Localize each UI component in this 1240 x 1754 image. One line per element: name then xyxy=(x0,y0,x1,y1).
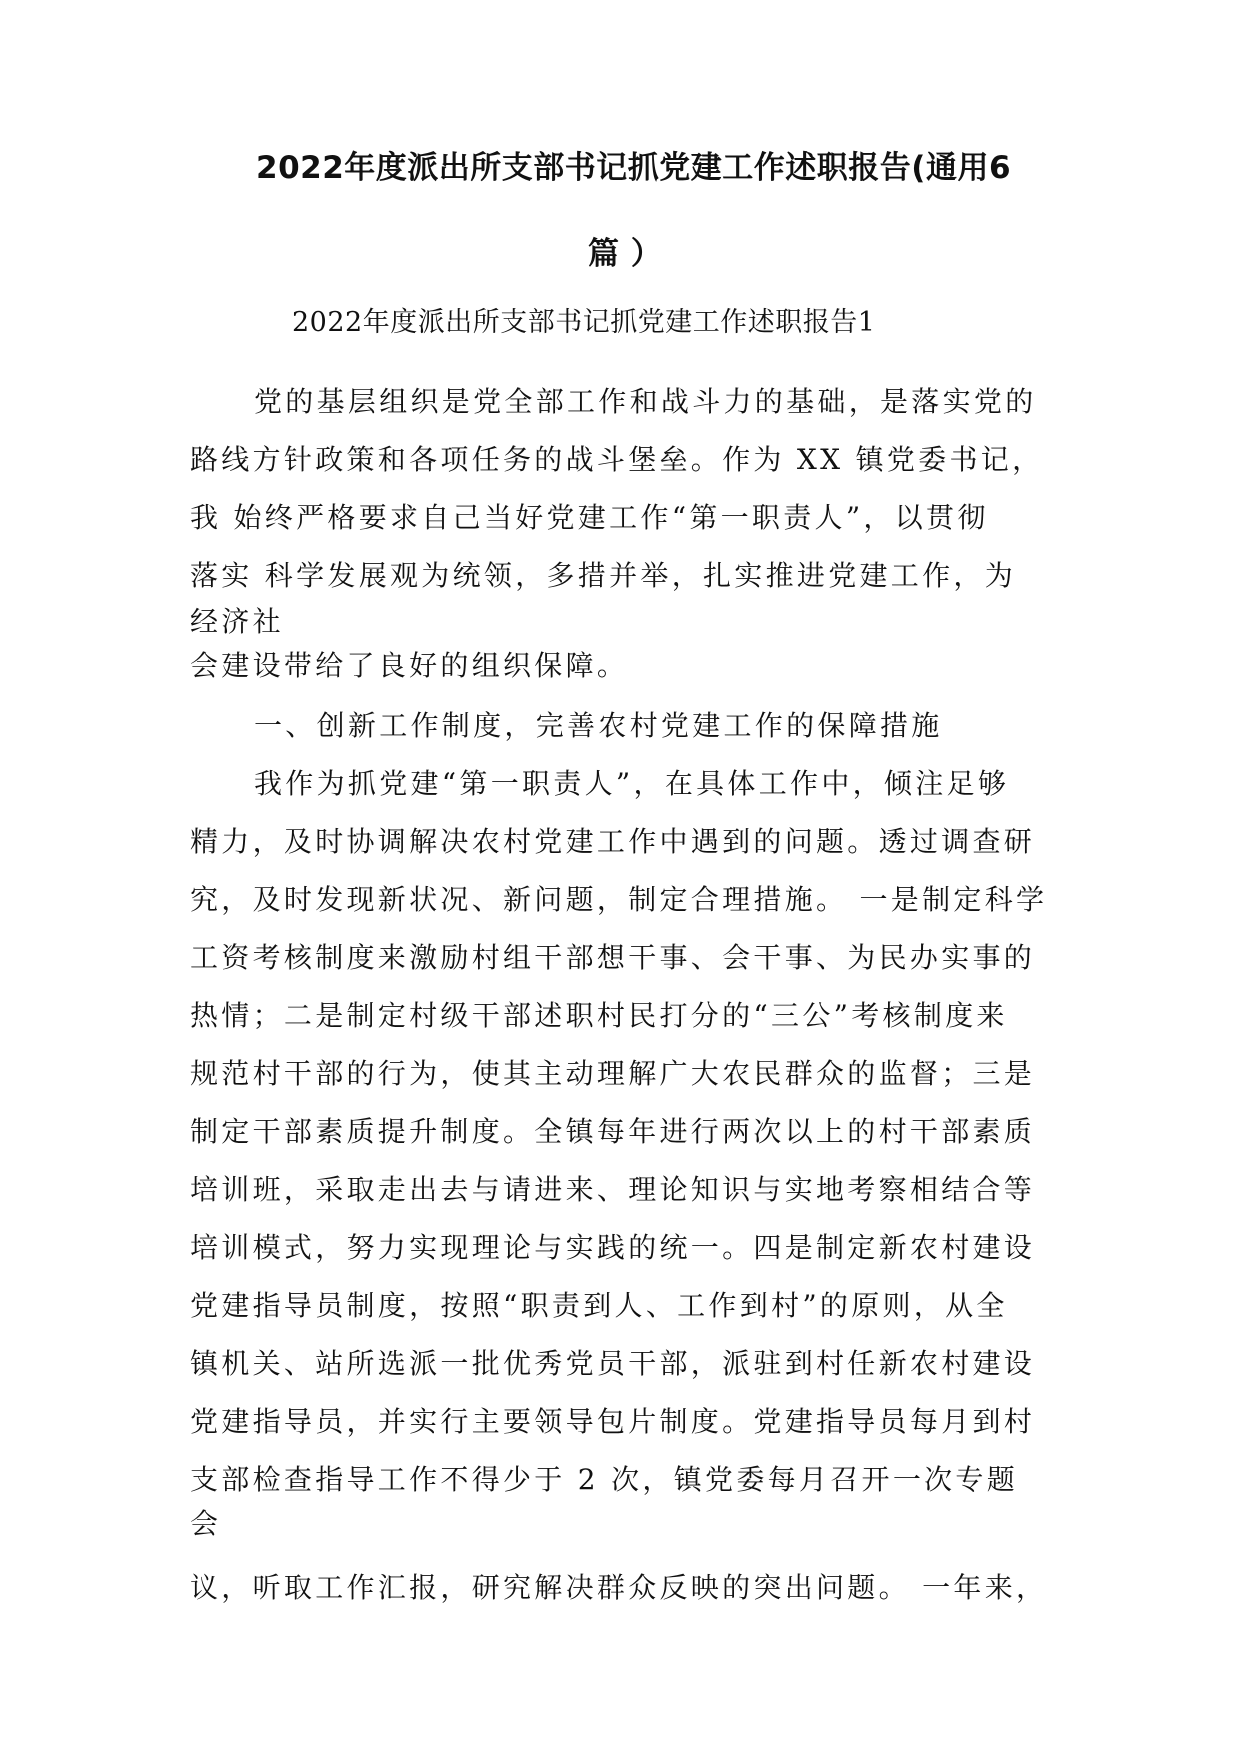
body-line: 会 xyxy=(190,1507,222,1540)
body-line: 培训班，采取走出去与请进来、理论知识与实地考察相结合等 xyxy=(190,1173,1036,1206)
document-title-line-2: 篇 ） xyxy=(588,236,663,272)
body-line: 经济社 xyxy=(190,605,284,638)
body-line: 培训模式，努力实现理论与实践的统一。四是制定新农村建设 xyxy=(190,1231,1036,1264)
body-line: 我 始终严格要求自己当好党建工作“第一职责人”，以贯彻 xyxy=(190,501,989,534)
body-line: 镇机关、站所选派一批优秀党员干部，派驻到村任新农村建设 xyxy=(190,1347,1036,1380)
body-line: 党建指导员制度，按照“职责到人、工作到村”的原则，从全 xyxy=(190,1289,1008,1322)
body-line: 支部检查指导工作不得少于 2 次，镇党委每月召开一次专题 xyxy=(190,1463,1019,1496)
body-line: 落实 科学发展观为统领，多措并举，扎实推进党建工作，为 xyxy=(190,559,1017,592)
body-line: 制定干部素质提升制度。全镇每年进行两次以上的村干部素质 xyxy=(190,1115,1036,1148)
section-heading: 一、创新工作制度，完善农村党建工作的保障措施 xyxy=(254,709,943,742)
body-line: 究，及时发现新状况、新问题，制定合理措施。 一是制定科学 xyxy=(190,883,1048,916)
body-line: 规范村干部的行为，使其主动理解广大农民群众的监督；三是 xyxy=(190,1057,1036,1090)
body-line: 精力，及时协调解决农村党建工作中遇到的问题。透过调查研 xyxy=(190,825,1036,858)
body-line: 党的基层组织是党全部工作和战斗力的基础，是落实党的 xyxy=(254,385,1037,418)
document-title-line-1: 2022年度派出所支部书记抓党建工作述职报告(通用6 xyxy=(256,150,1012,186)
body-line: 党建指导员，并实行主要领导包片制度。党建指导员每月到村 xyxy=(190,1405,1036,1438)
body-line: 热情；二是制定村级干部述职村民打分的“三公”考核制度来 xyxy=(190,999,1008,1032)
body-line: 会建设带给了良好的组织保障。 xyxy=(190,649,629,682)
document-subtitle: 2022年度派出所支部书记抓党建工作述职报告1 xyxy=(292,307,876,338)
body-line: 路线方针政策和各项任务的战斗堡垒。作为 XX 镇党委书记， xyxy=(190,443,1044,476)
body-line: 工资考核制度来激励村组干部想干事、会干事、为民办实事的 xyxy=(190,941,1036,974)
body-line: 议，听取工作汇报，研究解决群众反映的突出问题。 一年来， xyxy=(190,1571,1048,1604)
body-line: 我作为抓党建“第一职责人”，在具体工作中，倾注足够 xyxy=(254,767,1010,800)
